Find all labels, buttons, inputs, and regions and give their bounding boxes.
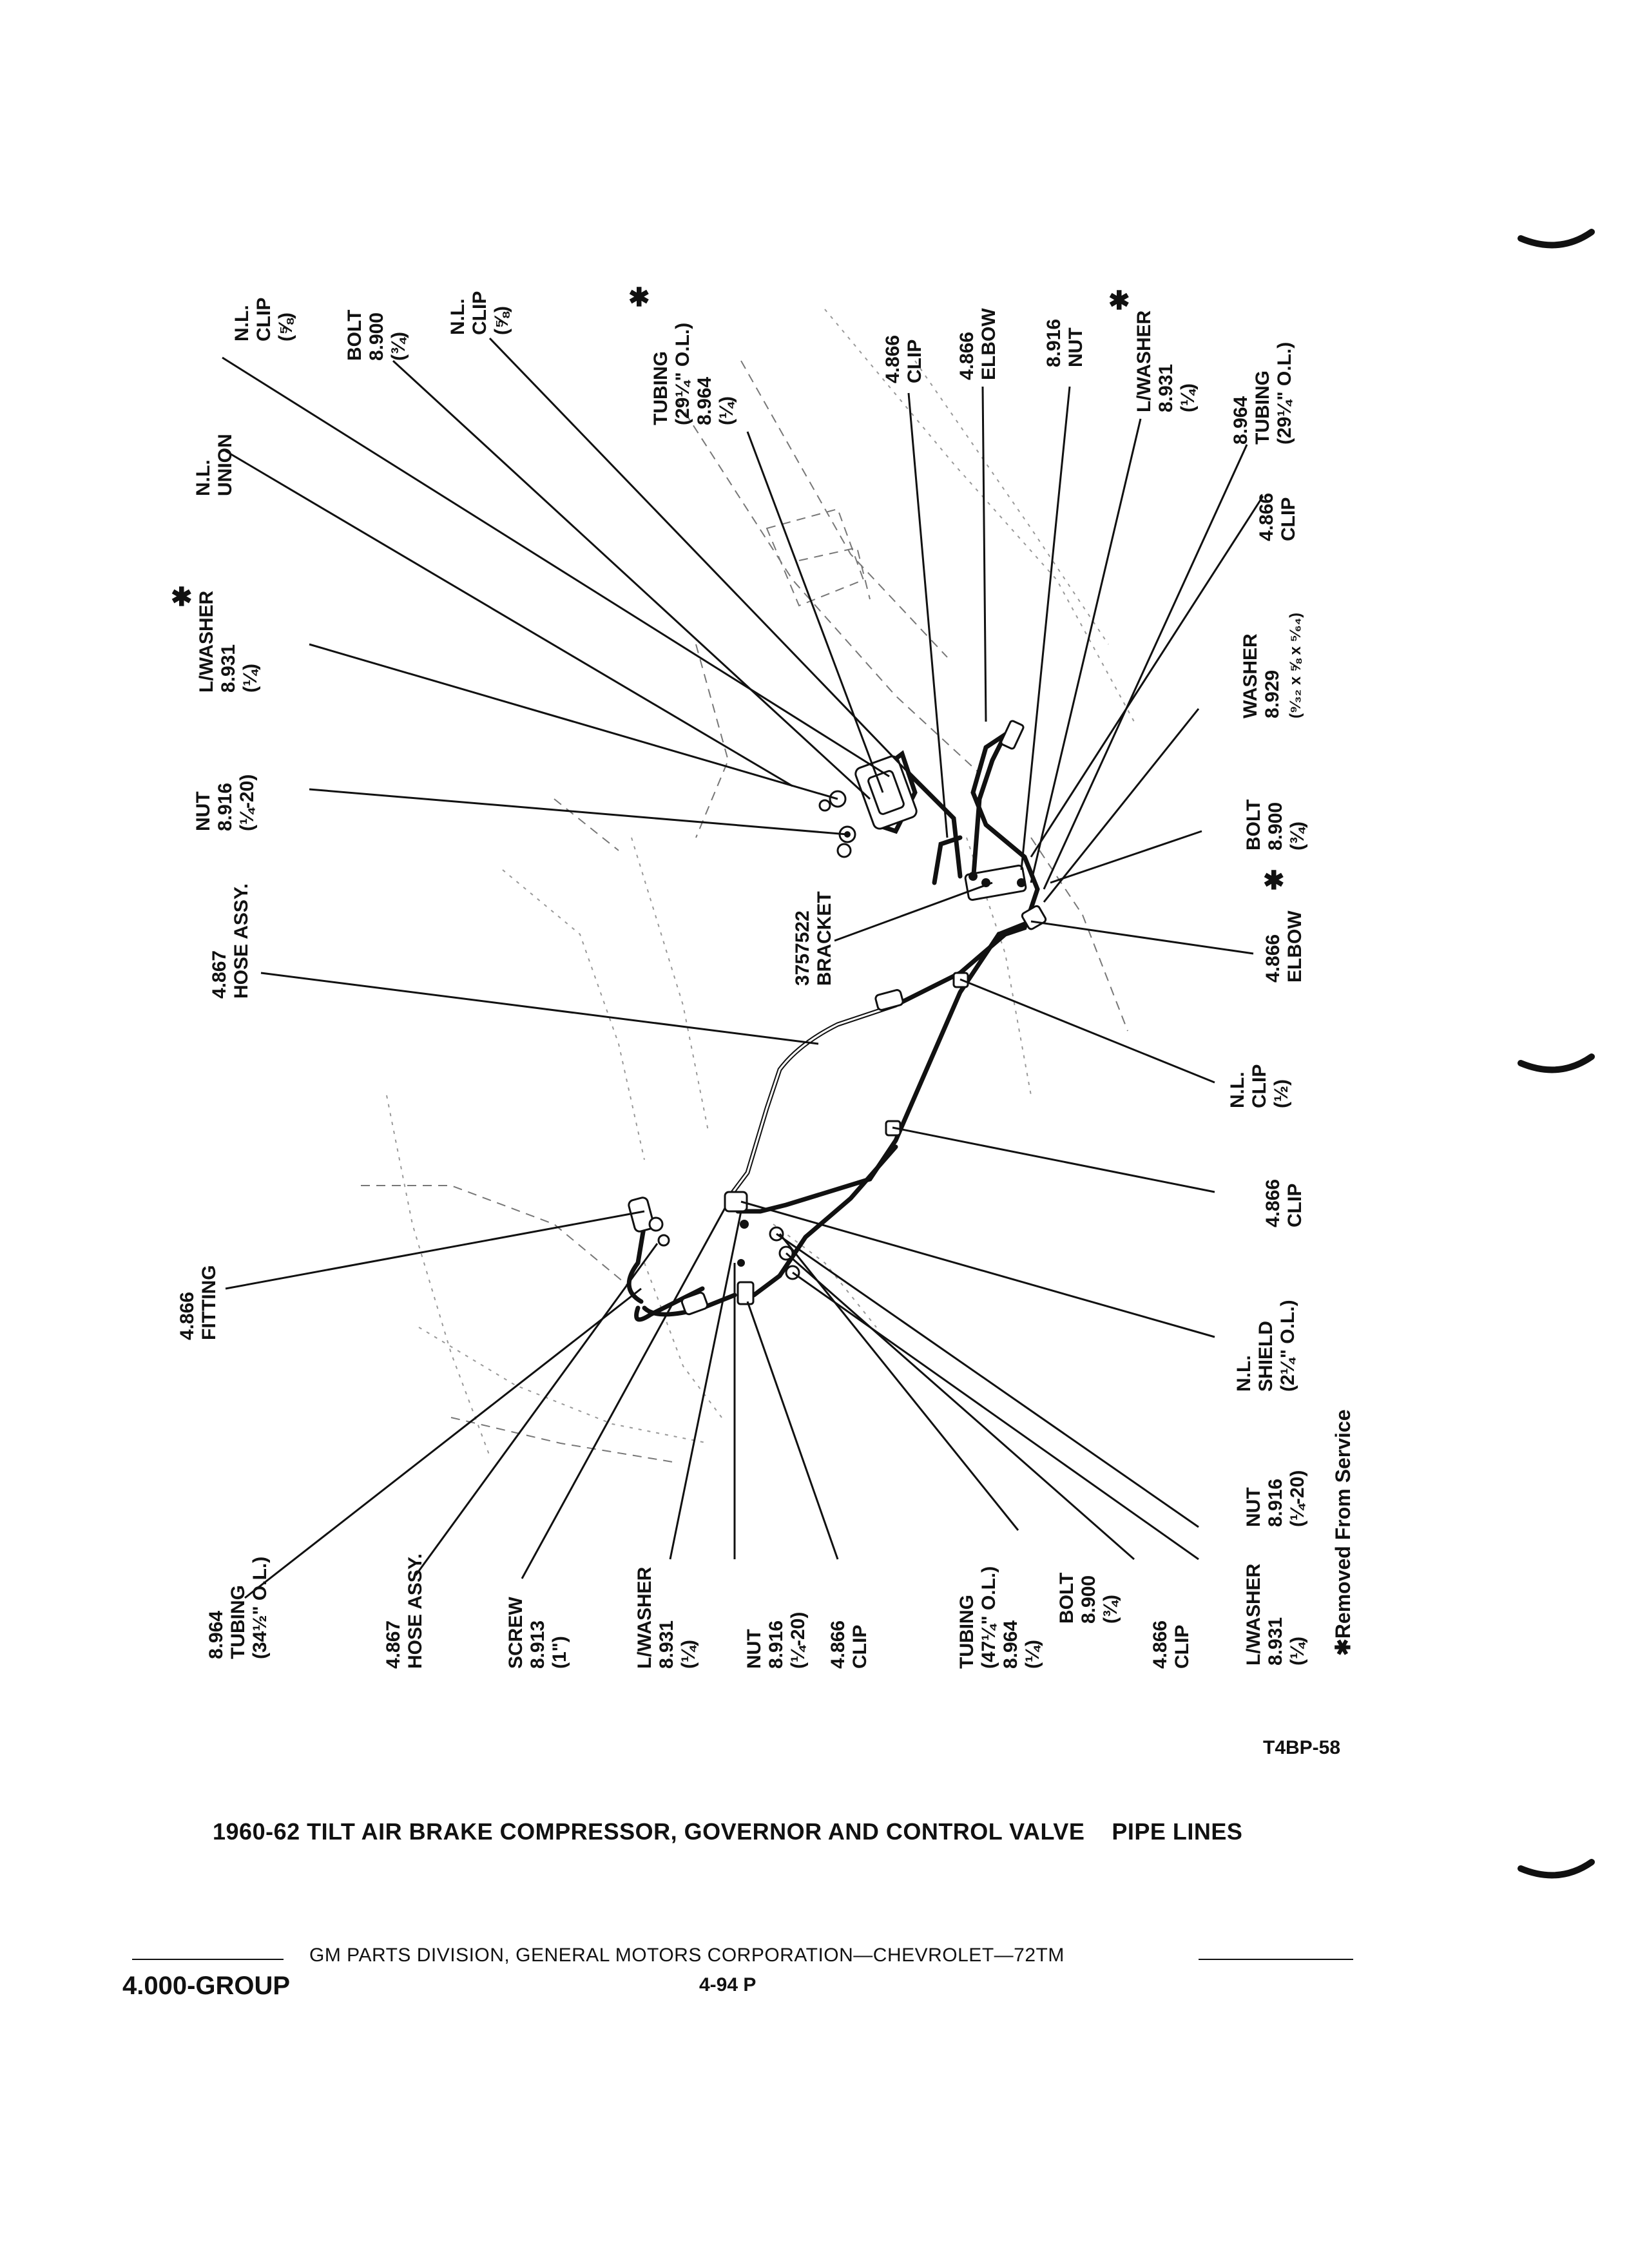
svg-text:8.900: 8.900: [1265, 802, 1286, 850]
label-bolt-bottom: [1056, 1573, 1121, 1624]
footer-rule-left: [132, 1959, 284, 1960]
label-bolt-top: [344, 310, 409, 361]
svg-text:L/WASHER: L/WASHER: [1243, 1563, 1264, 1666]
label-nl-clip-top: [231, 298, 296, 341]
svg-text:TUBING: TUBING: [650, 351, 671, 425]
label-lwasher-left: [196, 590, 261, 693]
svg-text:BOLT: BOLT: [1056, 1572, 1077, 1624]
svg-text:4.866: 4.866: [1150, 1620, 1171, 1669]
svg-text:8.931: 8.931: [1265, 1617, 1286, 1666]
label-nl-union: [193, 434, 236, 496]
figure-code: T4BP-58: [1263, 1737, 1341, 1758]
svg-text:TUBING: TUBING: [956, 1595, 978, 1669]
label-washer: [1240, 613, 1304, 718]
label-elbow-top: [956, 308, 999, 380]
label-lwasher-right: [1133, 310, 1199, 412]
svg-text:4.866: 4.866: [1256, 492, 1277, 541]
svg-text:UNION: UNION: [215, 434, 236, 496]
svg-text:N.L.: N.L.: [1233, 1355, 1255, 1392]
svg-text:HOSE ASSY.: HOSE ASSY.: [405, 1553, 426, 1669]
svg-text:HOSE ASSY.: HOSE ASSY.: [231, 883, 252, 999]
svg-text:(29¼" O.L.): (29¼" O.L.): [1274, 341, 1295, 445]
svg-text:4.866: 4.866: [1262, 1178, 1284, 1227]
svg-text:8.916: 8.916: [1043, 318, 1065, 367]
label-nut-bottom: [1243, 1470, 1308, 1527]
svg-text:N.L.: N.L.: [1227, 1072, 1248, 1108]
svg-text:(¾): (¾): [1287, 822, 1308, 850]
svg-text:(⅝): (⅝): [275, 312, 296, 341]
svg-text:8.931: 8.931: [218, 644, 239, 693]
svg-text:✱Removed From Service: ✱Removed From Service: [1331, 1409, 1354, 1656]
label-bracket: [792, 891, 835, 986]
svg-text:NUT: NUT: [1243, 1487, 1264, 1527]
components: [628, 720, 1046, 1316]
svg-text:(¼-20): (¼-20): [787, 1611, 809, 1669]
svg-text:ELBOW: ELBOW: [1284, 910, 1306, 983]
footer-rule-right: [1199, 1959, 1353, 1960]
svg-text:(¼): (¼): [1022, 1640, 1043, 1669]
svg-text:SHIELD: SHIELD: [1255, 1320, 1277, 1392]
svg-text:N.L.: N.L.: [231, 305, 253, 341]
label-lwasher-bottom: [634, 1566, 699, 1669]
leader-lines: [222, 338, 1263, 1598]
svg-text:(¼-20): (¼-20): [236, 774, 258, 831]
svg-text:(29¼" O.L.): (29¼" O.L.): [672, 322, 693, 425]
svg-text:8.913: 8.913: [527, 1620, 548, 1669]
asterisk-lwasher-left: ✱: [171, 583, 193, 611]
asterisk-tubing: ✱: [628, 284, 650, 312]
label-tubing-right: [1230, 342, 1295, 445]
svg-text:(¾): (¾): [388, 332, 409, 361]
label-nl-clip-half: [1227, 1064, 1292, 1108]
svg-text:8.964: 8.964: [1230, 396, 1251, 445]
svg-text:8.964: 8.964: [694, 376, 715, 425]
asterisk-bolt-mid: ✱: [1263, 867, 1285, 895]
label-clip-c: [1262, 1179, 1306, 1227]
label-clip-d: [827, 1620, 871, 1669]
label-nl-shield: [1233, 1300, 1298, 1392]
svg-text:TUBING: TUBING: [1252, 370, 1273, 445]
svg-text:(¼): (¼): [1287, 1637, 1308, 1666]
svg-text:(¼): (¼): [716, 396, 737, 425]
svg-text:(47¼" O.L.): (47¼" O.L.): [978, 1566, 999, 1669]
svg-text:BOLT: BOLT: [1243, 799, 1264, 850]
svg-text:4.866: 4.866: [827, 1620, 849, 1669]
svg-text:8.931: 8.931: [1155, 363, 1177, 412]
svg-text:L/WASHER: L/WASHER: [196, 590, 217, 693]
svg-text:L/WASHER: L/WASHER: [634, 1566, 655, 1669]
svg-text:8.964: 8.964: [1000, 1620, 1021, 1669]
svg-text:WASHER: WASHER: [1240, 633, 1261, 718]
svg-text:4.866: 4.866: [1262, 934, 1284, 983]
label-elbow-mid: [1262, 910, 1306, 983]
label-clip-b: [1256, 493, 1299, 541]
svg-text:(2¼" O.L.): (2¼" O.L.): [1277, 1300, 1298, 1392]
label-nut-left: [193, 774, 258, 831]
elbow-fitting: [1000, 720, 1024, 750]
svg-text:SCREW: SCREW: [505, 1597, 526, 1669]
shield-clip: [738, 1282, 753, 1304]
footer-group: 4.000-GROUP: [122, 1972, 291, 2000]
svg-text:CLIP: CLIP: [253, 297, 275, 341]
svg-text:8.931: 8.931: [656, 1620, 677, 1669]
svg-text:N.L.: N.L.: [447, 298, 468, 335]
label-clip-e: [1150, 1620, 1193, 1669]
svg-text:BOLT: BOLT: [344, 309, 365, 361]
label-tubing-345: [206, 1557, 271, 1659]
svg-text:N.L.: N.L.: [193, 459, 214, 496]
svg-text:CLIP: CLIP: [1278, 497, 1299, 541]
svg-text:8.929: 8.929: [1262, 669, 1283, 718]
svg-text:(¼-20): (¼-20): [1287, 1470, 1308, 1527]
callout-labels: [171, 284, 1354, 1669]
svg-text:NUT: NUT: [193, 791, 214, 831]
svg-text:CLIP: CLIP: [1284, 1183, 1306, 1227]
svg-text:8.900: 8.900: [1078, 1575, 1099, 1624]
svg-text:8.916: 8.916: [766, 1620, 787, 1669]
label-nut-top: [1043, 319, 1086, 367]
svg-text:TUBING: TUBING: [227, 1585, 249, 1659]
figure-caption: 1960-62 TILT AIR BRAKE COMPRESSOR, GOVERNOR AND CONTROL VALVE PIPE LINES: [213, 1818, 1243, 1845]
svg-text:4.866: 4.866: [177, 1291, 198, 1340]
footer-page-number: 4-94 P: [699, 1974, 757, 1995]
svg-text:NUT: NUT: [744, 1629, 765, 1669]
svg-text:4.866: 4.866: [956, 331, 978, 380]
svg-text:BRACKET: BRACKET: [814, 891, 835, 986]
label-hose-assy-top: [209, 883, 252, 999]
label-lwasher-far: [1243, 1563, 1308, 1666]
label-nl-clip-mid: [447, 291, 512, 335]
svg-text:(½): (½): [1271, 1079, 1292, 1108]
svg-text:CLIP: CLIP: [849, 1624, 871, 1669]
label-screw: [505, 1597, 570, 1669]
svg-text:4.866: 4.866: [882, 334, 903, 383]
label-bolt-mid: [1243, 800, 1308, 850]
svg-text:(¼): (¼): [240, 664, 261, 693]
svg-text:8.916: 8.916: [1265, 1478, 1286, 1527]
svg-text:3757522: 3757522: [792, 910, 813, 986]
svg-text:(1"): (1"): [549, 1636, 570, 1669]
svg-text:8.900: 8.900: [366, 312, 387, 361]
svg-text:(¾): (¾): [1100, 1595, 1121, 1624]
svg-text:CLIP: CLIP: [469, 291, 490, 335]
svg-text:4.867: 4.867: [209, 950, 230, 999]
svg-text:CLIP: CLIP: [1171, 1624, 1193, 1669]
svg-text:CLIP: CLIP: [904, 339, 925, 383]
svg-text:CLIP: CLIP: [1249, 1064, 1270, 1108]
svg-text:FITTING: FITTING: [198, 1265, 220, 1340]
svg-text:(⅝): (⅝): [491, 306, 512, 335]
svg-text:(¼): (¼): [678, 1640, 699, 1669]
svg-text:4.867: 4.867: [383, 1620, 404, 1669]
asterisk-lwasher: ✱: [1108, 287, 1130, 315]
label-nut-lower: [744, 1612, 809, 1669]
footer-division: GM PARTS DIVISION, GENERAL MOTORS CORPORATION—CHEVROLET—72TM: [309, 1945, 1065, 1966]
svg-text:NUT: NUT: [1065, 327, 1086, 367]
label-tubing-upper: [650, 323, 737, 425]
svg-text:8.964: 8.964: [206, 1610, 227, 1659]
svg-text:(⁹⁄₃₂ x ⅝ x ⁵⁄₆₄): (⁹⁄₃₂ x ⅝ x ⁵⁄₆₄): [1287, 612, 1304, 718]
label-fitting: [177, 1265, 220, 1340]
binder-marks: [1521, 232, 1592, 1875]
svg-text:(34½" O.L.): (34½" O.L.): [249, 1556, 271, 1659]
label-clip-a: [882, 335, 925, 383]
label-tubing-4725: [956, 1566, 1043, 1669]
hose-coupling: [875, 989, 904, 1011]
svg-text:8.916: 8.916: [215, 782, 236, 831]
svg-text:(¼): (¼): [1177, 383, 1199, 412]
svg-text:ELBOW: ELBOW: [978, 308, 999, 380]
removed-from-service-note: [1331, 1409, 1354, 1656]
label-hose-assy-bottom: [383, 1553, 426, 1669]
svg-text:L/WASHER: L/WASHER: [1133, 310, 1155, 412]
